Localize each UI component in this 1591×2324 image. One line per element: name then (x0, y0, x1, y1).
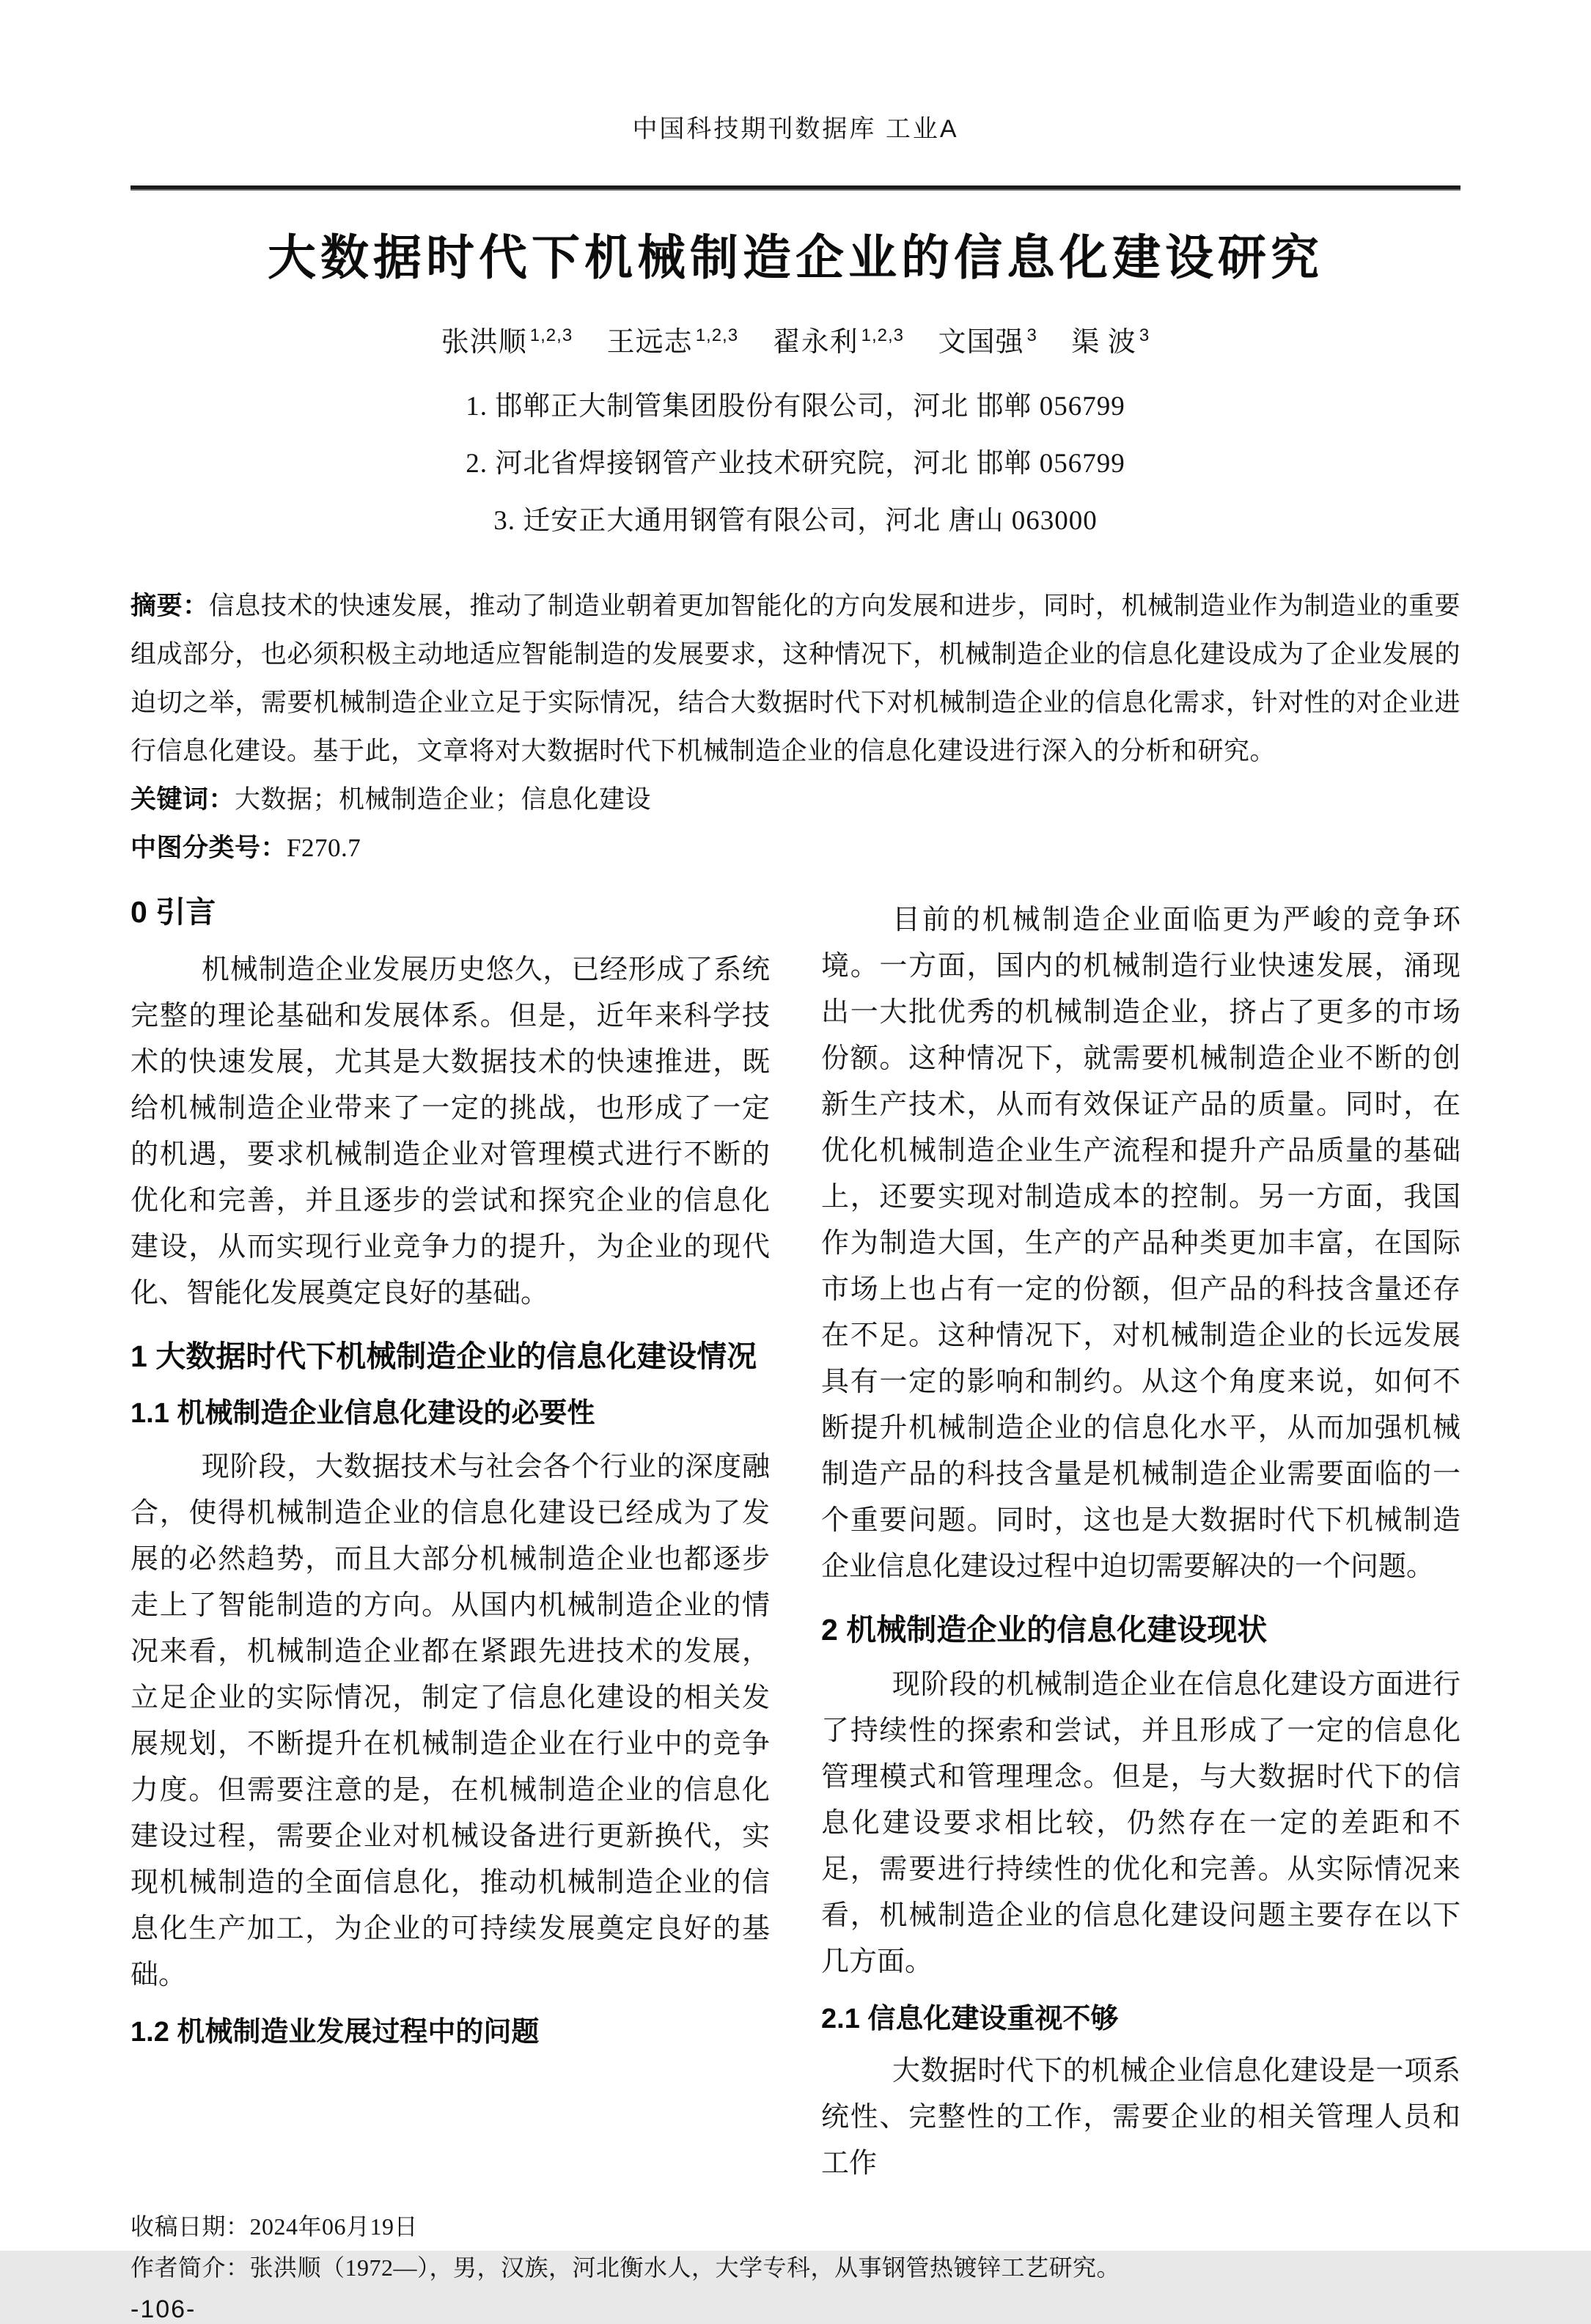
paragraph-intro: 机械制造企业发展历史悠久，已经形成了系统完整的理论基础和发展体系。但是，近年来科学技术的快速发展，尤其是大数据技术的快速推进，既给机械制造企业带来了一定的挑战，也形成了一定的机遇，要求机械制造企业对管理模式进行不断的优化和完善，并且逐步的尝试和探究企业的信息化建设，从而实现行业竞争力的提升，为企业的现代化、智能化发展奠定良好的基础。 (131, 955, 770, 1309)
author (938, 327, 1037, 358)
footnote-block (131, 2206, 1460, 2288)
affiliation-1: 1. 邯郸正大制管集团股份有限公司，河北 邯郸 056799 (466, 391, 1125, 422)
author-bio-value: 张洪顺（1972—），男，汉族，河北衡水人，大学专科，从事钢管热镀锌工艺研究。 (249, 2254, 1121, 2281)
left-column (131, 891, 770, 2187)
author-affil-sup: 1,2,3 (695, 326, 739, 346)
received-date-line (131, 2206, 1460, 2247)
paragraph-continued: 目前的机械制造企业面临更为严峻的竞争环境。一方面，国内的机械制造行业快速发展，涌现出一大批优秀的机械制造企业，挤占了更多的市场份额。这种情况下，就需要机械制造企业不断的创新生产技术，从而有效保证产品的质量。同时，在优化机械制造企业生产流程和提升产品质量的基础上，还要实现对制造成本的控制。另一方面，我国作为制造大国，生产的产品种类更加丰富，在国际市场上也占有一定的份额，但产品的科技含量还存在不足。这种情况下，对机械制造企业的长远发展具有一定的影响和制约。从这个角度来说，如何不断提升机械制造企业的信息化水平，从而加强机械制造产品的科技含量是机械制造企业需要面临的一个重要问题。同时，这也是大数据时代下机械制造企业信息化建设过程中迫切需要解决的一个问题。 (821, 905, 1460, 1582)
heading-section-2-1: 2.1 信息化建设重视不够 (821, 2004, 1119, 2034)
authors-line (131, 319, 1460, 359)
body-columns (131, 891, 1460, 2187)
abstract (131, 582, 1460, 776)
heading-section-2: 2 机械制造企业的信息化建设现状 (821, 1613, 1268, 1647)
right-column (821, 891, 1460, 2187)
clc-label: 中图分类号： (131, 834, 287, 862)
author-affil-sup: 3 (1026, 326, 1037, 346)
paragraph-section-2: 现阶段的机械制造企业在信息化建设方面进行了持续性的探索和尝试，并且形成了一定的信息化管理模式和管理理念。但是，与大数据时代下的信息化建设要求相比较，仍然存在一定的差距和不足，需要进行持续性的优化和完善。从实际情况来看，机械制造企业的信息化建设问题主要存在以下几方面。 (821, 1669, 1460, 1977)
affiliation-3: 3. 迁安正大通用钢管有限公司，河北 唐山 063000 (493, 506, 1098, 536)
author-bio-label: 作者简介： (131, 2254, 250, 2281)
affiliation-2: 2. 河北省焊接钢管产业技术研究院，河北 邯郸 056799 (466, 449, 1125, 479)
abstract-text: 信息技术的快速发展，推动了制造业朝着更加智能化的方向发展和进步，同时，机械制造业作为制造业的重要组成部分，也必须积极主动地适应智能制造的发展要求，这种情况下，机械制造企业的信息化建设成为了企业发展的迫切之举，需要机械制造企业立足于实际情况，结合大数据时代下对机械制造企业的信息化需求，针对性的对企业进行信息化建设。基于此，文章将对大数据时代下机械制造企业的信息化建设进行深入的分析和研究。 (131, 592, 1460, 765)
keywords (131, 776, 1460, 824)
heading-section-1: 1 大数据时代下机械制造企业的信息化建设情况 (131, 1339, 757, 1373)
author (773, 327, 904, 358)
author-bio-line (131, 2247, 1460, 2288)
received-date-label: 收稿日期： (131, 2213, 250, 2240)
abstract-label: 摘要： (131, 592, 209, 620)
author (1071, 327, 1150, 358)
received-date-value: 2024年06月19日 (249, 2213, 419, 2240)
author-name: 翟永利 (772, 327, 859, 358)
author-name: 张洪顺 (441, 327, 527, 358)
keywords-text: 大数据；机械制造企业；信息化建设 (235, 785, 652, 814)
author-affil-sup: 1,2,3 (529, 326, 573, 346)
clc-value: F270.7 (287, 834, 361, 862)
paragraph-section-2-1: 大数据时代下的机械企业信息化建设是一项系统性、完整性的工作，需要企业的相关管理人员和工作 (821, 2056, 1460, 2179)
keywords-label: 关键词： (131, 785, 235, 814)
author-name: 王远志 (606, 327, 693, 358)
author-name: 渠 波 (1071, 327, 1136, 358)
affiliations (131, 378, 1460, 550)
clc-number (131, 824, 1460, 872)
heading-section-1-1: 1.1 机械制造企业信息化建设的必要性 (131, 1398, 595, 1429)
header-divider (131, 185, 1460, 191)
heading-section-1-2: 1.2 机械制造业发展过程中的问题 (131, 2017, 540, 2048)
author (607, 327, 738, 358)
author-affil-sup: 1,2,3 (861, 326, 904, 346)
journal-header: 中国科技期刊数据库 工业A (632, 115, 959, 143)
paper-title: 大数据时代下机械制造企业的信息化建设研究 (268, 230, 1323, 284)
heading-intro: 0 引言 (131, 895, 216, 929)
author-name: 文国强 (938, 327, 1024, 358)
author-affil-sup: 3 (1139, 326, 1150, 346)
paragraph-section-1-1: 现阶段，大数据技术与社会各个行业的深度融合，使得机械制造企业的信息化建设已经成为了发展的必然趋势，而且大部分机械制造企业也都逐步走上了智能制造的方向。从国内机械制造企业的情况来看，机械制造企业都在紧跟先进技术的发展，立足企业的实际情况，制定了信息化建设的相关发展规划，不断提升在机械制造企业在行业中的竞争力度。但需要注意的是，在机械制造企业的信息化建设过程，需要企业对机械设备进行更新换代，实现机械制造的全面信息化，推动机械制造企业的信息化生产加工，为企业的可持续发展奠定良好的基础。 (131, 1452, 770, 1990)
page-number: -106- (131, 2295, 196, 2323)
author (441, 327, 573, 358)
